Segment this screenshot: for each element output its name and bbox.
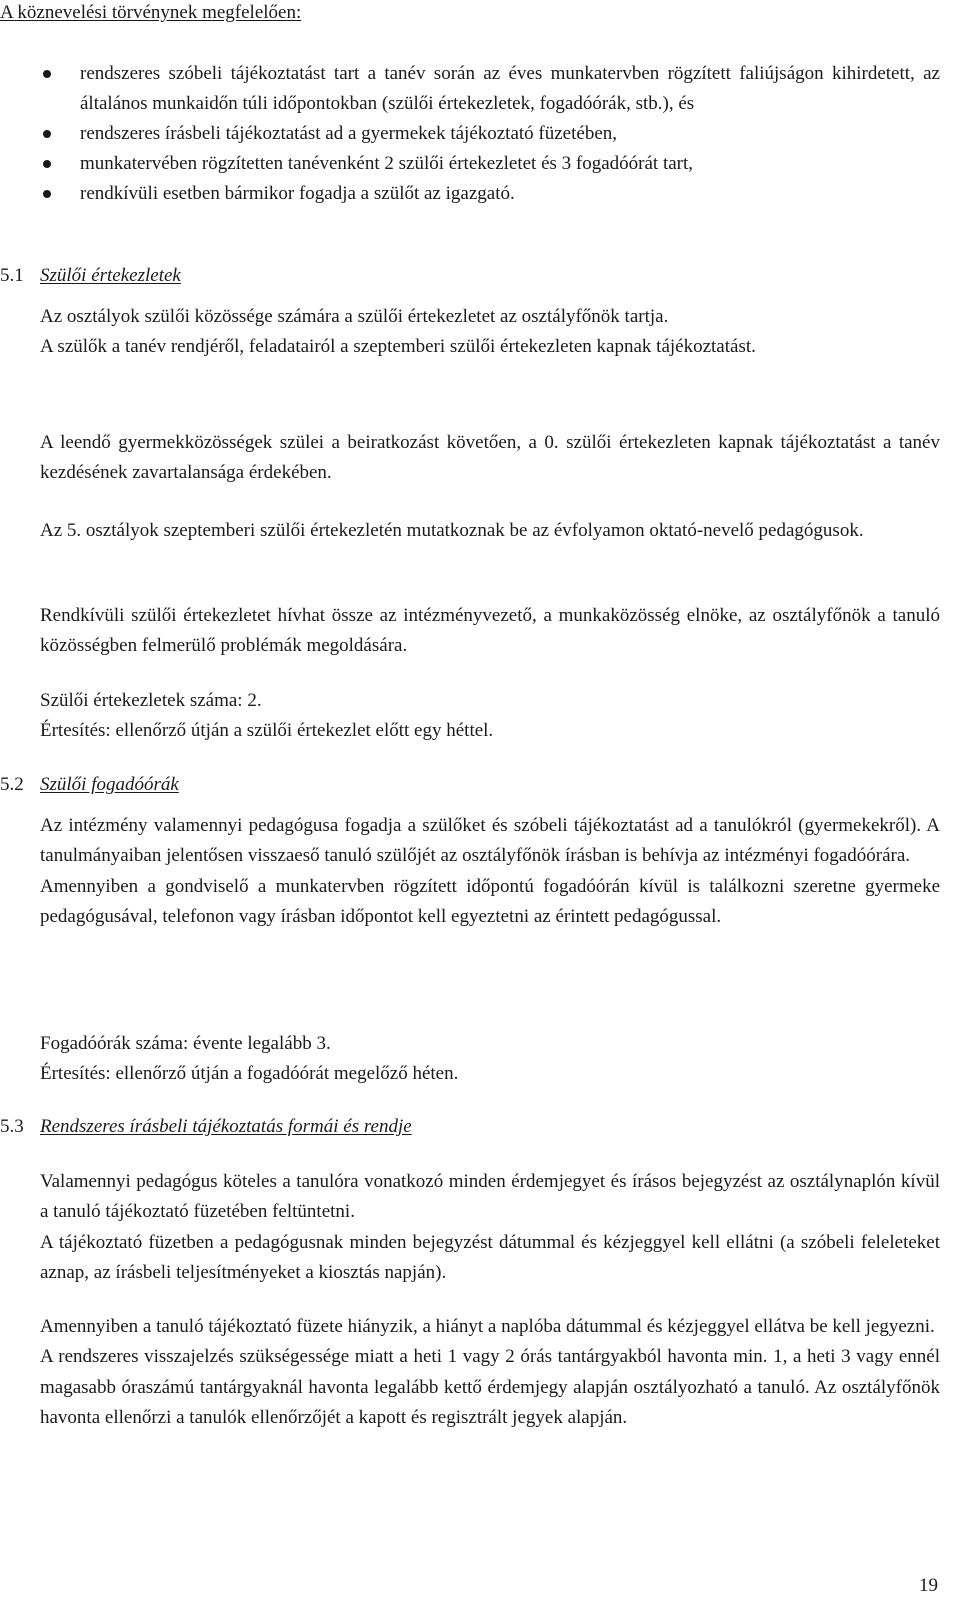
- intro-heading: A köznevelési törvénynek megfelelően:: [0, 2, 302, 23]
- paragraph-text: Az 5. osztályok szeptemberi szülői értekezletén mutatkoznak be az évfolyamon oktató-nevelő pedagógusok.: [40, 520, 864, 541]
- paragraph-text: A leendő gyermekközösségek szülei a beiratkozást követően, a 0. szülői értekezleten kapnak tájékoztatást a tanév kezdésének zavartalansága érdekében.: [40, 432, 940, 484]
- intro-bullet-list: [40, 59, 940, 209]
- bullet-text: rendszeres szóbeli tájékoztatást tart a tanév során az éves munkatervben rögzített faliújságon kihirdetett, az általános munkaidőn túli időpontokban (szülői értekezletek, fogadóórák, stb.), és: [80, 63, 940, 114]
- section-number: 5.2: [0, 774, 24, 795]
- paragraph-text: Az intézmény valamennyi pedagógusa fogadja a szülőket és szóbeli tájékoztatást ad a tanulókról (gyermekekről). A tanulmányaiban jelentősen visszaeső tanuló szülőjét az osztályfőnök írásban is behívja az intézményi fogadóórára.: [40, 815, 940, 867]
- list-item: [40, 119, 940, 149]
- section-heading-5-3: [0, 1114, 412, 1140]
- bullet-icon: [43, 70, 51, 78]
- section-title: Rendszeres írásbeli tájékoztatás formái és rendje: [40, 1116, 412, 1137]
- paragraph: [40, 1029, 940, 1090]
- bullet-icon: [43, 160, 51, 168]
- paragraph-text: Az osztályok szülői közössége számára a szülői értekezletet az osztályfőnök tartja.: [40, 306, 669, 327]
- paragraph-text: Értesítés: ellenőrző útján a fogadóórát megelőző héten.: [40, 1063, 459, 1085]
- bullet-icon: [43, 190, 51, 198]
- paragraph: [40, 811, 940, 932]
- paragraph: [40, 1312, 940, 1433]
- paragraph-text: A szülők a tanév rendjéről, feladatairól a szeptemberi szülői értekezleten kapnak tájékoztatást.: [40, 336, 756, 358]
- bullet-text: munkatervében rögzítetten tanévenként 2 szülői értekezletet és 3 fogadóórát tart,: [80, 153, 694, 174]
- page-number: 19: [919, 1575, 938, 1596]
- list-item: [40, 179, 940, 209]
- section-number: 5.1: [0, 265, 24, 286]
- paragraph-text: Amennyiben a gondviselő a munkatervben rögzített időpontú fogadóórán kívül is találkozni szeretne gyermeke pedagógusával, telefonon vagy írásban időpontot kell egyeztetni az érintett pedagógussal.: [40, 875, 940, 927]
- section-number: 5.3: [0, 1116, 24, 1137]
- paragraph: [40, 516, 940, 546]
- paragraph: [40, 686, 940, 747]
- list-item: [40, 149, 940, 179]
- paragraph-text: Fogadóórák száma: évente legalább 3.: [40, 1033, 331, 1054]
- section-title: Szülői fogadóórák: [40, 774, 179, 795]
- paragraph-text: Szülői értekezletek száma: 2.: [40, 690, 262, 711]
- paragraph: [40, 601, 940, 662]
- list-item: [40, 59, 940, 119]
- paragraph-text: A rendszeres visszajelzés szükségessége miatt a heti 1 vagy 2 órás tantárgyakból havonta min. 1, a heti 3 vagy ennél magasabb óraszámú tantárgyaknál havonta legalább kettő érdemjegy alapján osztályozható a tanuló. Az osztályfőnök havonta ellenőrzi a tanulók ellenőrzőjét a kapott és regisztrált jegyek alapján.: [40, 1346, 940, 1428]
- section-heading-5-2: [0, 772, 179, 798]
- paragraph: [40, 428, 940, 489]
- bullet-icon: [43, 130, 51, 138]
- paragraph-text: Amennyiben a tanuló tájékoztató füzete hiányzik, a hiányt a naplóba dátummal és kézjeggyel ellátva be kell jegyezni.: [40, 1316, 935, 1337]
- section-heading-5-1: [0, 263, 181, 289]
- bullet-text: rendkívüli esetben bármikor fogadja a szülőt az igazgató.: [80, 183, 515, 204]
- paragraph-text: Valamennyi pedagógus köteles a tanulóra vonatkozó minden érdemjegyet és írásos bejegyzést az osztálynaplón kívül a tanuló tájékoztató füzetében feltüntetni.: [40, 1171, 940, 1223]
- paragraph-text: Értesítés: ellenőrző útján a szülői értekezlet előtt egy héttel.: [40, 720, 494, 742]
- bullet-text: rendszeres írásbeli tájékoztatást ad a gyermekek tájékoztató füzetében,: [80, 123, 618, 144]
- paragraph: [40, 302, 940, 363]
- paragraph-text: A tájékoztató füzetben a pedagógusnak minden bejegyzést dátummal és kézjeggyel kell ellátni (a szóbeli feleleteket aznap, az írásbeli teljesítményeket a kiosztás napján).: [40, 1231, 940, 1283]
- paragraph: [40, 1167, 940, 1288]
- section-title: Szülői értekezletek: [40, 265, 181, 286]
- paragraph-text: Rendkívüli szülői értekezletet hívhat össze az intézményvezető, a munkaközösség elnöke, az osztályfőnök a tanuló közösségben felmerülő problémák megoldására.: [40, 605, 940, 657]
